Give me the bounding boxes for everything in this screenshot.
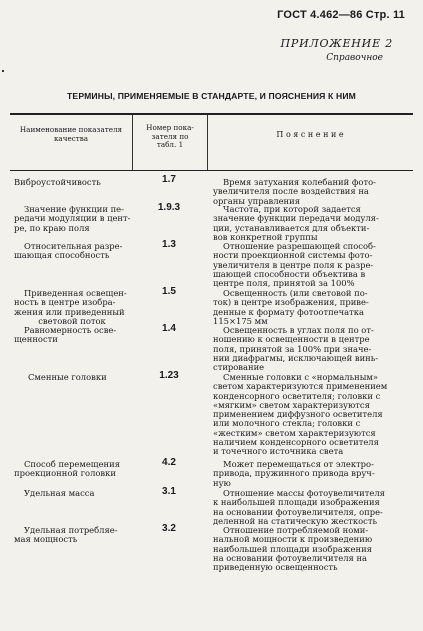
row-7-name [14, 460, 130, 479]
text-line: редачи модуляции в цент- [14, 213, 131, 224]
text-line: Способ перемещения [24, 459, 120, 469]
text-line: световой поток [38, 315, 106, 326]
text-line: нальной мощности к произведению [213, 534, 373, 545]
text-line: щенности [14, 334, 58, 345]
row-3-explanation [213, 242, 413, 288]
header-divider-2 [207, 115, 208, 170]
row-5-number: 1.4 [162, 323, 176, 334]
text-line: Отношение потребляемой номи- [223, 525, 369, 535]
text-line: 115×175 мм [213, 315, 268, 326]
text-line: центре поля, принятой за 100% [213, 278, 355, 289]
text-line: на основании фотоувеличителя, опре- [213, 506, 383, 517]
text-line: ношению к освещенности в центре [213, 334, 370, 345]
text-line: ности проекционной системы фото- [213, 250, 373, 261]
text-line: ре, по краю поля [14, 222, 90, 233]
text-line: проекционной головки [14, 468, 116, 479]
text-line: качества [53, 133, 89, 143]
text-line: Время затухания колебаний фото- [223, 177, 376, 187]
text-line: шающая способность [14, 250, 110, 261]
text-line: «жестким» светом характеризуются [213, 427, 376, 438]
text-line: «мягким» светом характеризуются [213, 399, 370, 410]
text-line: и точечного источника света [213, 446, 344, 457]
row-2-explanation [213, 205, 413, 242]
text-line: наибольшей площади изображения [213, 543, 372, 554]
row-3-number: 1.3 [162, 239, 176, 250]
text-line: привода, пружинного привода вруч- [213, 468, 375, 479]
header-number [134, 124, 206, 150]
table-header-rule [10, 170, 413, 171]
row-4-number: 1.5 [162, 286, 176, 297]
text-line: жения или приведенный [14, 306, 125, 317]
text-line: Виброустойчивость [14, 177, 101, 187]
text-line: приведенную освещенность [213, 562, 338, 573]
text-line: табл. 1 [156, 140, 184, 149]
text-line: нии диафрагмы, исключающей винь- [213, 352, 379, 363]
text-line: вов конкретной группы [213, 231, 318, 242]
text-line: ток) в центре изображения, приве- [213, 297, 369, 308]
header-explanation: П о я с н е н и е [276, 130, 344, 139]
text-line: деленной на статическую жесткость [213, 515, 378, 526]
text-line: конденсорного осветителя; головки с [213, 390, 381, 401]
row-6-number: 1.23 [159, 370, 179, 381]
text-line: органы управления [213, 195, 300, 206]
text-line: зателя по [151, 131, 189, 141]
text-line: или молочного стекла; головки с [213, 418, 361, 429]
row-9-name [14, 526, 130, 545]
row-7-number: 4.2 [162, 457, 176, 468]
header-name [12, 126, 130, 143]
text-line: увеличителя в центре поля к разре- [213, 259, 374, 270]
text-line: ность в центре изобра- [14, 297, 116, 308]
text-line: применением диффузного осветителя [213, 409, 383, 420]
text-line: мая мощность [14, 534, 78, 545]
text-line: светом характеризуются применением [213, 381, 388, 392]
row-3-name [14, 242, 130, 261]
row-8-number: 3.1 [162, 486, 176, 497]
text-line: стирование [213, 362, 265, 373]
text-line: Может перемещаться от электро- [223, 459, 374, 469]
row-4-name [14, 289, 130, 326]
row-6-name [14, 373, 130, 382]
row-5-explanation [213, 326, 413, 372]
appendix-title: ПРИЛОЖЕНИЕ 2 [280, 37, 393, 50]
text-line: Значение функции пе- [24, 204, 124, 214]
row-1-name [14, 178, 130, 187]
text-line: на основании фотоувеличителя на [213, 552, 368, 563]
text-line: увеличителя после воздействия на [213, 186, 369, 197]
row-9-number: 3.2 [162, 523, 176, 534]
text-line: поля, принятой за 100% при значе- [213, 343, 372, 354]
text-line: Относительная разре- [24, 241, 123, 251]
margin-mark [2, 70, 4, 72]
header-divider-1 [132, 115, 133, 170]
text-line: значение функции передачи модуля- [213, 213, 379, 224]
text-line: к наибольшей площади изображения [213, 497, 380, 508]
text-line: Удельная потребляе- [24, 525, 118, 535]
page-header: ГОСТ 4.462—86 Стр. 11 [277, 9, 405, 21]
row-4-explanation [213, 289, 413, 326]
text-line: Приведенная освещен- [24, 288, 127, 298]
row-1-explanation [213, 178, 413, 206]
text-line: Освещенность (или световой по- [223, 288, 368, 298]
row-6-explanation [213, 373, 413, 457]
appendix-subtitle: Справочное [326, 53, 383, 63]
row-8-name [14, 489, 130, 498]
text-line: Наименование показателя [19, 125, 123, 134]
text-line: ную [213, 477, 231, 488]
text-line: ции, устанавливается для объекти- [213, 222, 370, 233]
text-line: Частота, при которой задается [223, 204, 361, 214]
text-line: Освещенность в углах поля по от- [223, 325, 374, 335]
row-2-number: 1.9.3 [157, 202, 181, 213]
row-8-explanation [213, 489, 413, 526]
main-title: ТЕРМИНЫ, ПРИМЕНЯЕМЫЕ В СТАНДАРТЕ, И ПОЯСНЕНИЯ К НИМ [67, 91, 356, 101]
table-top-rule [10, 113, 413, 115]
text-line: наличием конденсорного осветителя [213, 437, 379, 448]
text-line: Отношение массы фотоувеличителя [223, 488, 385, 498]
row-1-number: 1.7 [162, 174, 176, 185]
text-line: денные к формату фотоотпечатка [213, 306, 365, 317]
text-line: шающей способности объектива в [213, 268, 366, 279]
row-9-explanation [213, 526, 413, 572]
text-line: Номер пока- [146, 123, 194, 132]
text-line: Сменные головки с «нормальным» [223, 372, 379, 382]
text-line: Сменные головки [28, 372, 107, 382]
row-2-name [14, 205, 130, 233]
row-5-name [14, 326, 130, 345]
row-7-explanation [213, 460, 413, 488]
text-line: Отношение разрешающей способ- [223, 241, 376, 251]
text-line: Удельная масса [24, 488, 95, 498]
text-line: Равномерность осве- [24, 325, 117, 335]
